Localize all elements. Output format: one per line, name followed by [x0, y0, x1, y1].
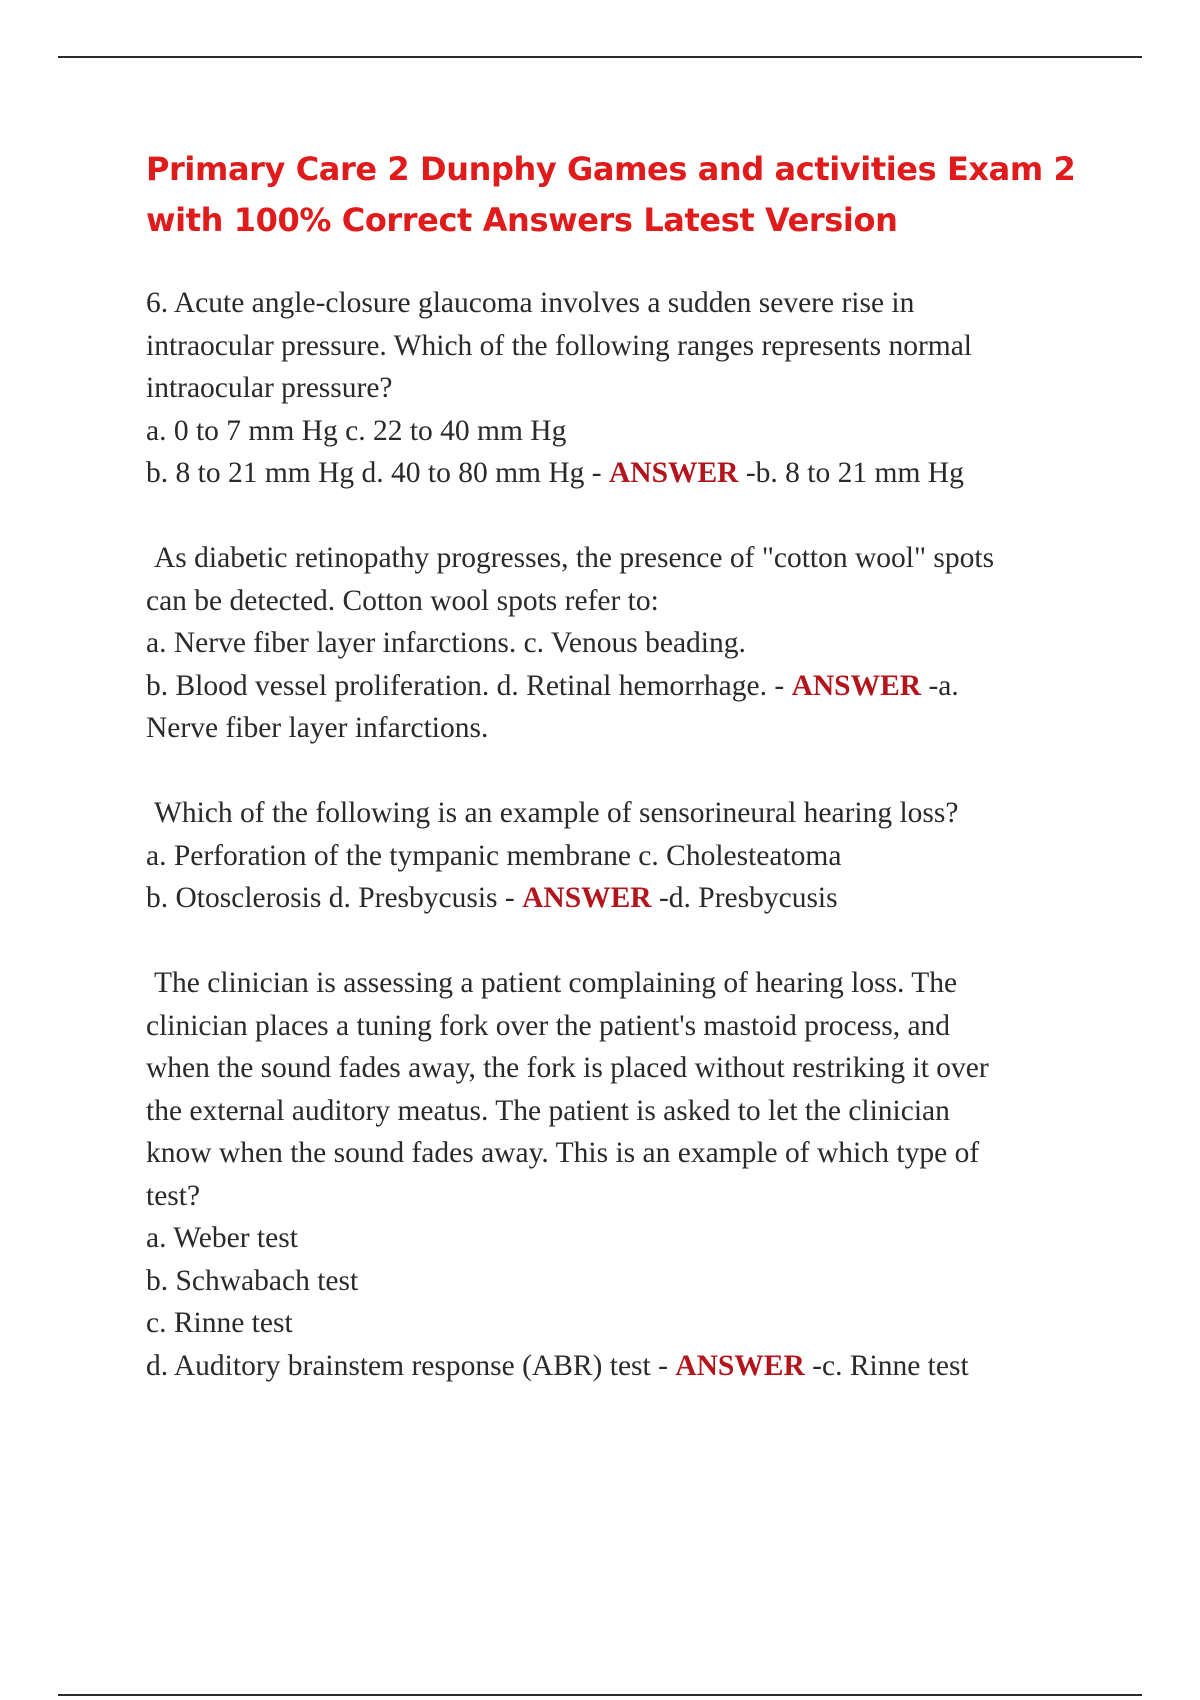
answer-line-prefix: b. Blood vessel proliferation. d. Retinal hemorrhage. - — [146, 669, 792, 702]
option-line: c. Rinne test — [146, 1307, 293, 1339]
option-line: b. Schwabach test — [146, 1264, 359, 1297]
answer-line-prefix: b. Otosclerosis d. Presbycusis - — [146, 882, 523, 914]
answer-line-prefix: b. 8 to 21 mm Hg d. 40 to 80 mm Hg - — [146, 457, 609, 489]
answer-key-label: ANSWER — [791, 669, 922, 702]
answer-key-label: ANSWER — [675, 1349, 805, 1382]
question-text-line: know when the sound fades away. This is an example of which type of — [146, 1137, 980, 1169]
question-text-line: when the sound fades away, the fork is placed without restriking it over — [146, 1052, 989, 1084]
answer-key-label: ANSWER — [608, 457, 739, 489]
answer-continuation-line: Nerve fiber layer infarctions. — [146, 712, 489, 744]
question-block-3 — [146, 792, 1146, 920]
question-text-line: 6. Acute angle-closure glaucoma involves a sudden severe rise in — [146, 287, 915, 319]
question-text-line: intraocular pressure. Which of the following ranges represents normal — [146, 329, 972, 362]
answer-text: -a. — [921, 669, 959, 702]
answer-line-prefix: d. Auditory brainstem response (ABR) test - — [146, 1349, 676, 1382]
question-text-line: the external auditory meatus. The patient is asked to let the clinician — [146, 1094, 950, 1127]
question-text-line: The clinician is assessing a patient complaining of hearing loss. The — [154, 967, 958, 999]
title-line: Primary Care 2 Dunphy Games and activities Exam 2 — [146, 150, 1076, 188]
question-block-2 — [146, 537, 1146, 750]
question-text-line: can be detected. Cotton wool spots refer to: — [146, 584, 659, 617]
option-line: a. 0 to 7 mm Hg c. 22 to 40 mm Hg — [146, 414, 567, 447]
answer-text: -c. Rinne test — [804, 1349, 969, 1382]
option-line: a. Weber test — [146, 1222, 298, 1254]
question-text-line: intraocular pressure? — [146, 372, 393, 404]
footer-rule — [58, 1694, 1142, 1696]
question-block-4 — [146, 962, 1146, 1387]
question-text-line: As diabetic retinopathy progresses, the presence of "cotton wool" spots — [154, 542, 995, 574]
answer-line — [146, 1345, 1146, 1388]
question-block-1 — [146, 282, 1146, 495]
answer-line — [146, 452, 1146, 495]
answer-text: -d. Presbycusis — [651, 882, 838, 914]
document-title — [146, 144, 1146, 246]
title-line: with 100% Correct Answers Latest Version — [146, 201, 898, 239]
answer-key-label: ANSWER — [522, 882, 652, 914]
header-rule — [58, 56, 1142, 58]
question-text-line: Which of the following is an example of sensorineural hearing loss? — [154, 797, 959, 829]
option-line: a. Nerve fiber layer infarctions. c. Venous beading. — [146, 627, 746, 659]
question-text-line: clinician places a tuning fork over the patient's mastoid process, and — [146, 1009, 951, 1042]
option-line: a. Perforation of the tympanic membrane c. Cholesteatoma — [146, 839, 842, 872]
answer-text: -b. 8 to 21 mm Hg — [738, 457, 964, 489]
answer-line — [146, 877, 1146, 920]
answer-line — [146, 665, 1146, 708]
question-text-line: test? — [146, 1179, 201, 1212]
page-content — [146, 144, 1146, 1387]
